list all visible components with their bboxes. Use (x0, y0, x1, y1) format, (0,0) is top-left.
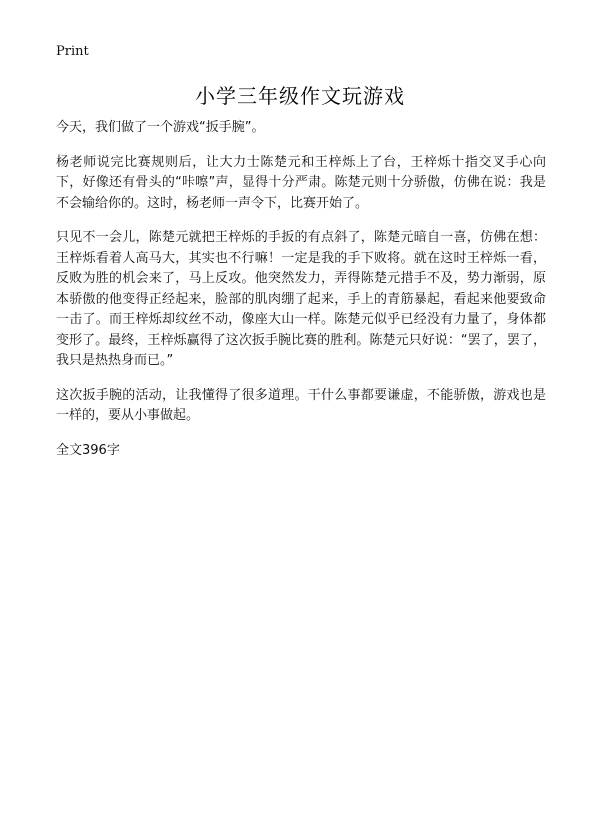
print-link[interactable]: Print (56, 44, 89, 59)
word-count: 全文396字 (56, 442, 120, 458)
paragraph-setup: 杨老师说完比赛规则后，让大力士陈楚元和王梓烁上了台，王梓烁十指交叉手心向下，好像还有骨头的“咔嚓”声，显得十分严肃。陈楚元则十分骄傲，仿佛在说：我是不会输给你的。这时，杨老师一声令下，比赛开始了。 (56, 154, 546, 211)
article-title: 小学三年级作文玩游戏 (195, 84, 405, 108)
paragraph-match: 只见不一会儿，陈楚元就把王梓烁的手扳的有点斜了，陈楚元暗自一喜，仿佛在想：王梓烁看着人高马大，其实也不行嘛！一定是我的手下败将。就在这时王梓烁一看，反败为胜的机会来了，马上反攻。他突然发力，弄得陈楚元措手不及，势力渐弱，原本骄傲的他变得正经起来，脸部的肌肉绷了起来，手上的青筋暴起，看起来他要致命一击了。而王梓烁却纹丝不动，像座大山一样。陈楚元似乎已经没有力量了，身体都变形了。最终，王梓烁赢得了这次扳手腕比赛的胜利。陈楚元只好说：“罢了，罢了，我只是热热身而已。” (56, 230, 546, 368)
paragraph-intro: 今天，我们做了一个游戏“扳手腕”。 (56, 120, 265, 135)
paragraph-conclusion: 这次扳手腕的活动，让我懂得了很多道理。干什么事都要谦虚，不能骄傲，游戏也是一样的，要从小事做起。 (56, 387, 546, 423)
article-body (56, 118, 546, 461)
